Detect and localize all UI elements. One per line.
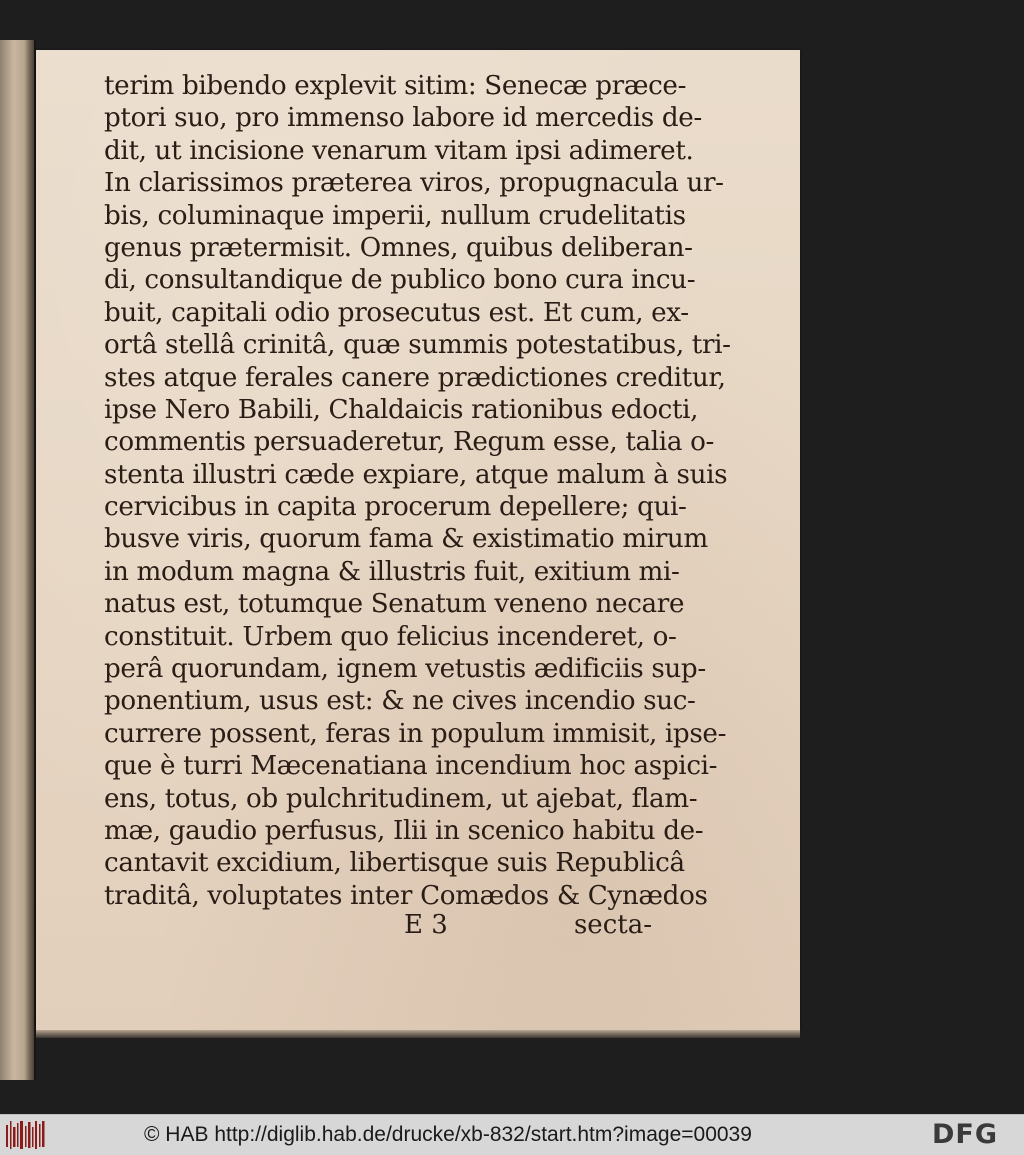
signature-mark: E 3 bbox=[404, 910, 448, 940]
text-line: traditâ, voluptates inter Comædos & Cynædos bbox=[104, 880, 708, 911]
text-line: stes atque ferales canere prædictiones creditur, bbox=[104, 362, 726, 393]
attribution-text: © HAB http://diglib.hab.de/drucke/xb-832/start.htm?image=00039 bbox=[144, 1123, 752, 1146]
dfg-logo: DFG bbox=[932, 1119, 999, 1150]
text-line: constituit. Urbem quo felicius incenderet, o- bbox=[104, 621, 677, 652]
text-line: ponentium, usus est: & ne cives incendio suc- bbox=[104, 686, 696, 717]
hab-barcode-logo-icon bbox=[6, 1121, 46, 1149]
text-line: di, consultandique de publico bono cura incu- bbox=[104, 265, 696, 296]
text-line: dit, ut incisione venarum vitam ipsi adimeret. bbox=[104, 135, 694, 166]
book-gutter-shadow bbox=[26, 40, 36, 1080]
text-line: cantavit excidium, libertisque suis Republicâ bbox=[104, 848, 685, 879]
catchword: secta- bbox=[573, 910, 652, 940]
text-line: bis, columinaque imperii, nullum crudelitatis bbox=[104, 200, 686, 231]
text-line: ens, totus, ob pulchritudinem, ut ajebat, flam- bbox=[104, 783, 698, 814]
text-line: currere possent, feras in populum immisit, ipse- bbox=[104, 718, 727, 749]
text-line: commentis persuaderetur, Regum esse, talia o- bbox=[104, 427, 714, 458]
book-page bbox=[36, 50, 800, 1030]
text-line: ptori suo, pro immenso labore id mercedis de- bbox=[104, 103, 702, 134]
text-line: buit, capitali odio prosecutus est. Et cum, ex- bbox=[104, 297, 689, 328]
text-line: genus prætermisit. Omnes, quibus deliberan- bbox=[104, 232, 693, 263]
text-line: In clarissimos præterea viros, propugnacula ur- bbox=[104, 168, 724, 199]
text-line: ipse Nero Babili, Chaldaicis rationibus edocti, bbox=[104, 394, 699, 425]
text-line: in modum magna & illustris fuit, exitium mi- bbox=[104, 556, 680, 587]
viewer-footer-bar bbox=[0, 1114, 1024, 1155]
text-line: stenta illustri cæde expiare, atque malum à suis bbox=[104, 459, 728, 490]
text-line: ortâ stellâ crinitâ, quæ summis potestatibus, tri- bbox=[104, 330, 731, 361]
text-line: natus est, totumque Senatum veneno necare bbox=[104, 589, 685, 620]
text-line: que è turri Mæcenatiana incendium hoc aspici- bbox=[104, 751, 718, 782]
text-line: perâ quorundam, ignem vetustis ædificiis sup- bbox=[104, 654, 706, 685]
text-line: terim bibendo explevit sitim: Senecæ præce- bbox=[104, 71, 687, 101]
text-line: busve viris, quorum fama & existimatio mirum bbox=[104, 524, 708, 555]
page-text-block bbox=[104, 70, 731, 912]
page-footer-line bbox=[104, 910, 652, 942]
text-line: cervicibus in capita procerum depellere; qui- bbox=[104, 492, 687, 523]
text-line: mæ, gaudio perfusus, Ilii in scenico habitu de- bbox=[104, 815, 704, 846]
page-bottom-edge bbox=[36, 1030, 800, 1038]
